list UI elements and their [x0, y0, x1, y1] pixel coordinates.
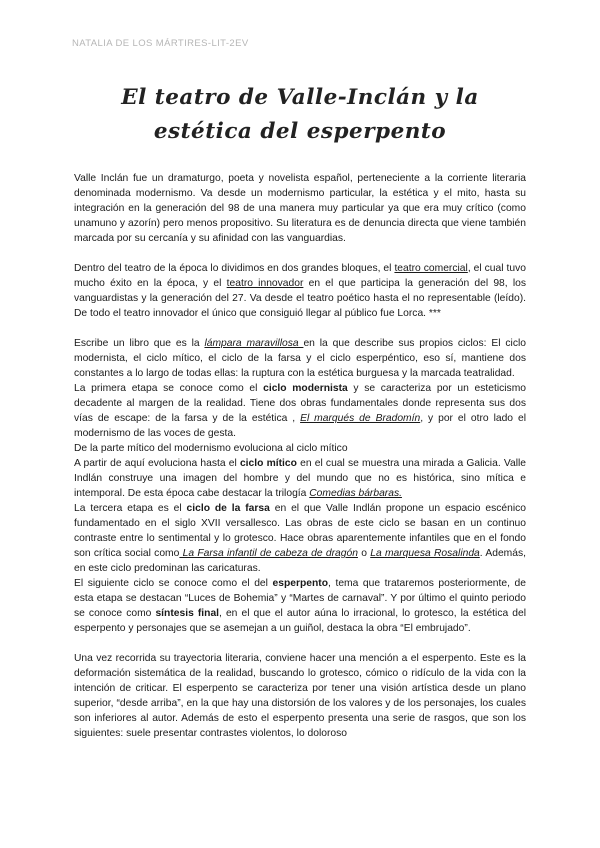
text-span: Escribe un libro que es la: [74, 338, 205, 349]
text-span: . Además, en este ciclo predominan las caricaturas.: [74, 548, 526, 574]
work-lampara-maravillosa: lámpara maravillosa: [204, 338, 304, 349]
term-sintesis-final: síntesis final: [155, 608, 220, 619]
text-span: , y por el otro lado el modernismo de las voces de gesta.: [74, 413, 526, 439]
text-span: , en el que el autor aúna lo irracional, lo grotesco, la estética del esperpento y personajes que se asemejan a un guiñol, destaca la obra “El embrujado”.: [74, 608, 526, 634]
term-teatro-comercial: teatro comercial: [394, 263, 468, 274]
paragraph-mythic-cycle: [74, 456, 526, 501]
paragraph-theatre-blocks: [74, 261, 526, 321]
text-span: , el cual tuvo mucho éxito en la época, y el: [74, 263, 526, 289]
text-span: Dentro del teatro de la época lo dividimos en dos grandes bloques, el: [74, 263, 395, 274]
paragraph-transition: De la parte mítico del modernismo evoluciona al ciclo mítico: [74, 443, 348, 454]
text-span: en la que describe sus propios ciclos: El ciclo modernista, el ciclo mítico, el ciclo de la farsa y el ciclo esperpéntico, eso sí, mantiene dos constantes a lo largo de todas ellas: la ruptura con la estética burguesa y la marcada teatralidad.: [74, 338, 526, 379]
text-span: El siguiente ciclo se conoce como el del: [74, 578, 273, 589]
text-span: y se caracteriza por un esteticismo decadente al margen de la realidad. Tiene dos obras fundamentales donde representa sus dos vías de escape: de la farsa y de la estética ,: [74, 383, 526, 424]
work-comedias-barbaras: Comedias bárbaras.: [309, 488, 402, 499]
term-ciclo-farsa: ciclo de la farsa: [186, 503, 270, 514]
paragraph-esperpento-definition: Una vez recorrida su trayectoria literaria, conviene hacer una mención a el esperpento. Este es la deformación sistemática de la realidad, buscando lo grotesco, cómico o ridículo de la vida con la intención de criticar. El esperpento se caracteriza por tener una visión artística desde un plano superior, “desde arriba”, en la que hay una distorsión de los valores y de los personajes, los cuales son inferiores al autor. Además de esto el esperpento presenta una serie de rasgos, que son los siguientes: suele presentar contrastes violentos, lo doloroso: [74, 653, 526, 739]
paragraph-esperpento-cycle: [74, 576, 526, 636]
term-ciclo-modernista: ciclo modernista: [263, 383, 348, 394]
work-marques-bradomin: El marqués de Bradomín: [300, 413, 421, 424]
document-title: [74, 81, 526, 149]
text-span: A partir de aquí evoluciona hasta el: [74, 458, 240, 469]
text-span: o: [357, 548, 371, 559]
text-span: en el que Valle Indlán propone un espacio escénico fundamentado en el siglo XVII versallesco. Las obras de este ciclo se basan en un continuo contraste entre lo sentimental y lo grotesco. Hace obras aparentemente infantiles que en el fondo son crítica social como: [74, 503, 526, 559]
document-body: [74, 171, 526, 741]
work-farsa-infantil: La Farsa infantil de cabeza de dragón: [179, 548, 358, 559]
work-marquesa-rosalinda: La marquesa Rosalinda: [370, 548, 480, 559]
title-line-1: El teatro de Valle-Inclán y la: [121, 85, 479, 110]
text-span: La tercera etapa es el: [74, 503, 187, 514]
term-teatro-innovador: teatro innovador: [226, 278, 304, 289]
text-span: en el que participa la generación del 98, los vanguardistas y la generación del 27. Va desde el teatro poético hasta el no representable (leído). De todo el teatro innovador el único que consiguió llegar al público fue Lorca. ***: [74, 278, 526, 319]
term-ciclo-mitico: ciclo mítico: [239, 458, 297, 469]
paragraph-farce-cycle: [74, 501, 526, 576]
title-line-2: estética del esperpento: [153, 119, 447, 144]
paragraph-intro: Valle Inclán fue un dramaturgo, poeta y novelista español, perteneciente a la corriente literaria denominada modernismo. Va desde un modernismo particular, la estética y el mito, hasta su integración en la generación del 98 de una manera muy particular ya que era muy crítico (como unamuno y azorín) pero menos propositivo. Su literatura es de denuncia directa que viene también marcada por su cercanía y su afinidad con las vanguardias.: [74, 173, 526, 244]
text-span: en el cual se muestra una mirada a Galicia. Valle Indlán construye una imagen del hombre y del mundo que no es histórica, sino mítica e intemporal. De esta época cabe destacar la trilogía: [74, 458, 526, 499]
page-header: NATALIA DE LOS MÁRTIRES-LIT-2EV: [72, 38, 249, 49]
paragraph-modernist-cycle: [74, 381, 526, 441]
text-span: , tema que trataremos posteriormente, de esta etapa se destacan “Luces de Bohemia” y “Martes de carnaval”. Y por último el quinto periodo se conoce como: [74, 578, 526, 619]
paragraph-cycles: [74, 336, 526, 381]
term-esperpento: esperpento: [272, 578, 329, 589]
text-span: La primera etapa se conoce como el: [74, 383, 264, 394]
